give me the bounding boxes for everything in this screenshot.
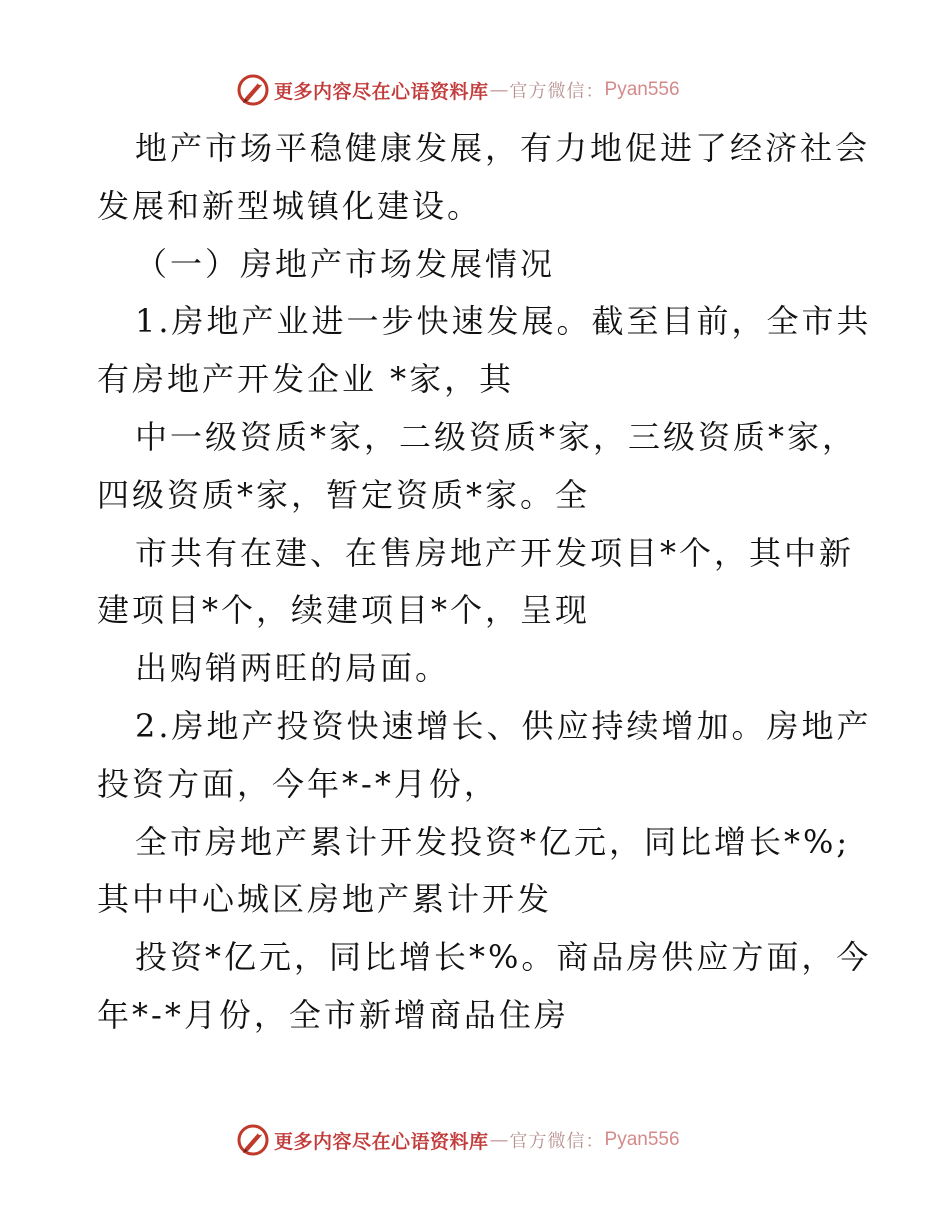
watermark-footer: [236, 1123, 680, 1157]
paragraph-line: 四级资质*家，暂定资质*家。全: [97, 475, 591, 514]
watermark-main-text: 更多内容尽在心语资料库: [274, 1130, 489, 1153]
paragraph-line: 地产市场平稳健康发展，有力地促进了经济社会: [135, 129, 871, 167]
watermark-dash: —: [489, 1129, 509, 1151]
section-heading: （一）房地产市场发展情况: [135, 244, 556, 283]
paragraph-line: 投资方面，今年*-*月份，: [97, 764, 499, 803]
paragraph-line: 1.房地产业进一步快速发展。截至目前，全市共: [135, 302, 872, 341]
paragraph-line: 其中中心城区房地产累计开发: [97, 880, 553, 919]
paragraph-line: 年*-*月份，全市新增商品住房: [97, 995, 569, 1034]
paragraph-line: 全市房地产累计开发投资*亿元，同比增长*%;: [135, 822, 851, 861]
watermark-header: [236, 73, 680, 107]
pen-logo-icon: [236, 73, 270, 107]
paragraph-line: 中一级资质*家，二级资质*家，三级资质*家，: [135, 417, 858, 456]
watermark-wechat-id: Pyan556: [604, 1129, 680, 1150]
watermark-wechat-label: 官方微信：: [509, 1131, 605, 1152]
watermark-wechat-label: 官方微信：: [509, 81, 605, 102]
pen-logo-icon: [236, 1123, 270, 1157]
watermark-main-text: 更多内容尽在心语资料库: [274, 80, 489, 103]
watermark-dash: —: [489, 79, 509, 101]
paragraph-line: 投资*亿元，同比增长*%。商品房供应方面，今: [135, 938, 872, 977]
paragraph-line: 出购销两旺的局面。: [135, 649, 451, 688]
paragraph-line: 2.房地产投资快速增长、供应持续增加。房地产: [135, 706, 872, 745]
paragraph-line: 市共有在建、在售房地产开发项目*个，其中新: [135, 533, 855, 572]
document-body: [97, 120, 872, 1045]
paragraph-line: 发展和新型城镇化建设。: [97, 186, 483, 225]
paragraph-line: 有房地产开发企业 *家，其: [97, 360, 515, 399]
paragraph-line: 建项目*个，续建项目*个，呈现: [97, 591, 591, 630]
watermark-wechat-id: Pyan556: [604, 79, 680, 100]
